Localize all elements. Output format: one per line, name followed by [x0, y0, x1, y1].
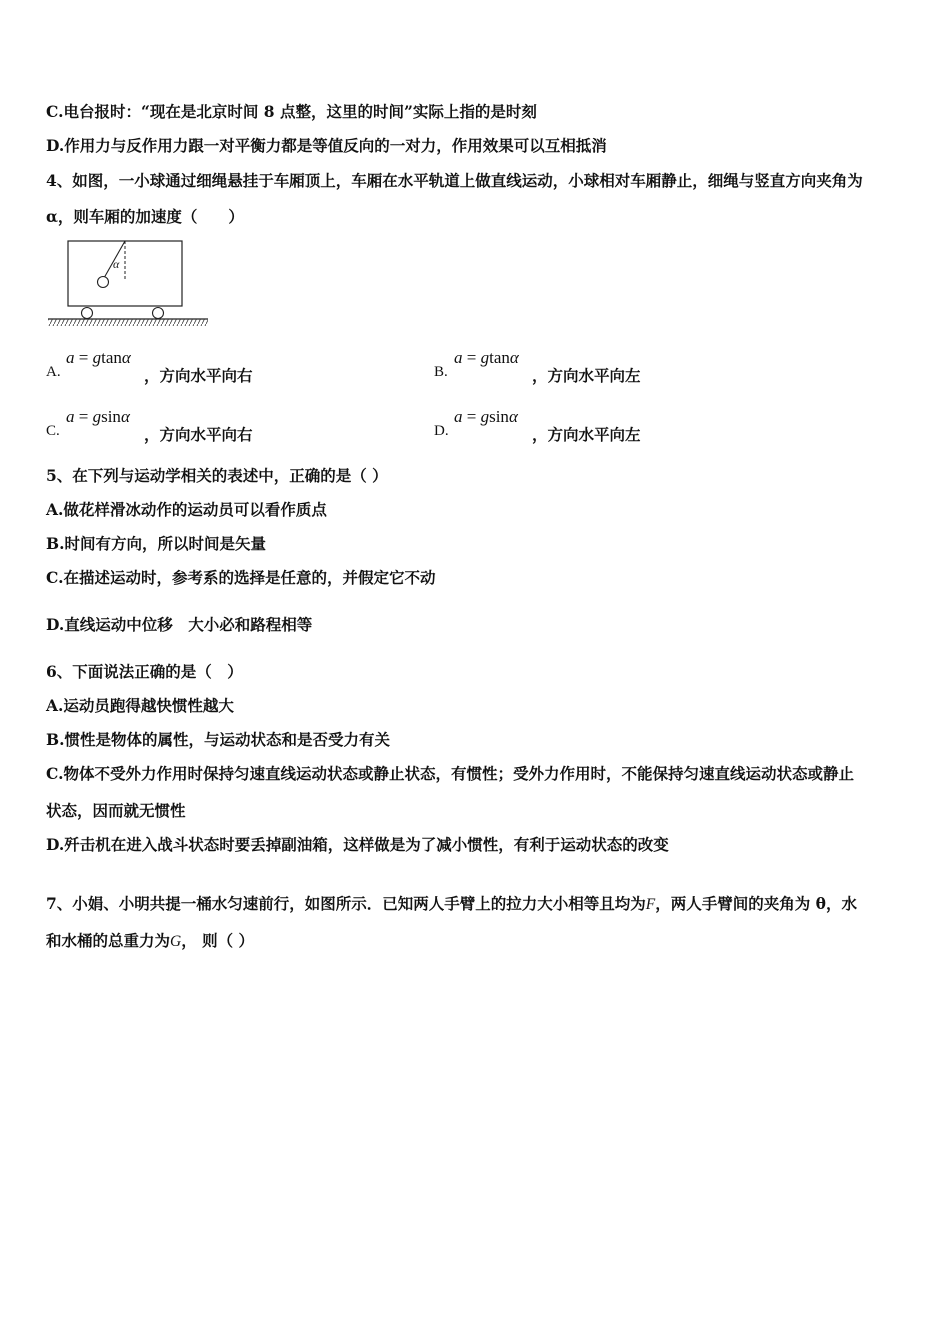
formula: a = gtanα: [66, 348, 131, 367]
q7-stem-line2: 和水桶的总重力为G， 则（ ）: [46, 931, 255, 950]
q3-option-c: C.电台报时：“现在是北京时间 8 点整，这里的时间”实际上指的是时刻: [46, 102, 537, 121]
q6-option-c-line1: C.物体不受外力作用时保持匀速直线运动状态或静止状态，有惯性；受外力作用时，不能保持匀速直线运动状态或静止: [46, 764, 854, 783]
q5-stem: 5、在下列与运动学相关的表述中，正确的是（ ）: [46, 466, 388, 485]
q5-option-b: B.时间有方向，所以时间是矢量: [46, 534, 266, 553]
q6-option-d: D.歼击机在进入战斗状态时要丢掉副油箱，这样做是为了减小惯性，有利于运动状态的改变: [46, 835, 669, 854]
angle-label: α: [113, 257, 120, 271]
formula: a = gsinα: [454, 407, 518, 426]
ball: [98, 277, 109, 288]
q7-stem-line1: 7、小娟、小明共提一桶水匀速前行，如图所示．已知两人手臂上的拉力大小相等且均为F，两人手臂间的夹角为 θ，水: [46, 894, 858, 913]
document-page: C.电台报时：“现在是北京时间 8 点整，这里的时间”实际上指的是时刻 D.作用力与反作用力跟一对平衡力都是等值反向的一对力，作用效果可以互相抵消 4、如图，一小球通过细绳悬挂于车厢顶上，车厢在水平轨道上做直线运动，小球相对车厢静止，细绳与竖直方向夹角为 α，则车厢的加速度（ ） α A. a = gtanα ，方向水平向右 B. a = gtanα ，方向水平向左 C. a = gsinα ，方向水平向右 D. a = gsinα ，方向水平向左 5、在下列与运动学相关的表述中，正确的是（ ） A.做花样滑冰动作的运动员可以看作质点 B.时间有方向，所以时间是矢量 C.在描述运动时，参考系的选择是任意的，并假定它不动 D.直线运动中位移 大小必和路程相等 6、下面说法正确的是（ ） A.运动员跑得越快惯性越大 B.惯性是物体的属性，与运动状态和是否受力有关 C.物体不受外力作用时保持匀速直线运动状态或静止状态，有惯性；受外力作用时，不能保持匀速直线运动状态或静止 状态，因而就无惯性 D.歼击机在进入战斗状态时要丢掉副油箱，这样做是为了减小惯性，有利于运动状态的改变 7、小娟、小明共提一桶水匀速前行，如图所示．已知两人手臂上的拉力大小相等且均为F，两人手臂间的夹角为 θ，水 和水桶的总重力为G， 则（ ）: [46, 102, 863, 950]
q5-option-a: A.做花样滑冰动作的运动员可以看作质点: [46, 500, 327, 519]
formula: a = gtanα: [454, 348, 519, 367]
q5-option-d: D.直线运动中位移 大小必和路程相等: [46, 615, 313, 634]
q6-option-c-line2: 状态，因而就无惯性: [46, 801, 186, 820]
right-wheel: [153, 308, 164, 319]
q5-option-c: C.在描述运动时，参考系的选择是任意的，并假定它不动: [46, 568, 436, 587]
q3-option-d: D.作用力与反作用力跟一对平衡力都是等值反向的一对力，作用效果可以互相抵消: [46, 136, 607, 155]
carriage-pendulum-figure: [46, 236, 210, 328]
q4-stem-line2: α，则车厢的加速度（ ）: [46, 207, 244, 226]
left-wheel: [82, 308, 93, 319]
q4-stem-line1: 4、如图，一小球通过细绳悬挂于车厢顶上，车厢在水平轨道上做直线运动，小球相对车厢静止，细绳与竖直方向夹角为: [46, 171, 863, 190]
q6-stem: 6、下面说法正确的是（ ）: [46, 662, 243, 681]
ground-hatch: [48, 319, 208, 326]
q6-option-b: B.惯性是物体的属性，与运动状态和是否受力有关: [46, 730, 390, 749]
formula: a = gsinα: [66, 407, 130, 426]
q6-option-a: A.运动员跑得越快惯性越大: [46, 696, 234, 715]
